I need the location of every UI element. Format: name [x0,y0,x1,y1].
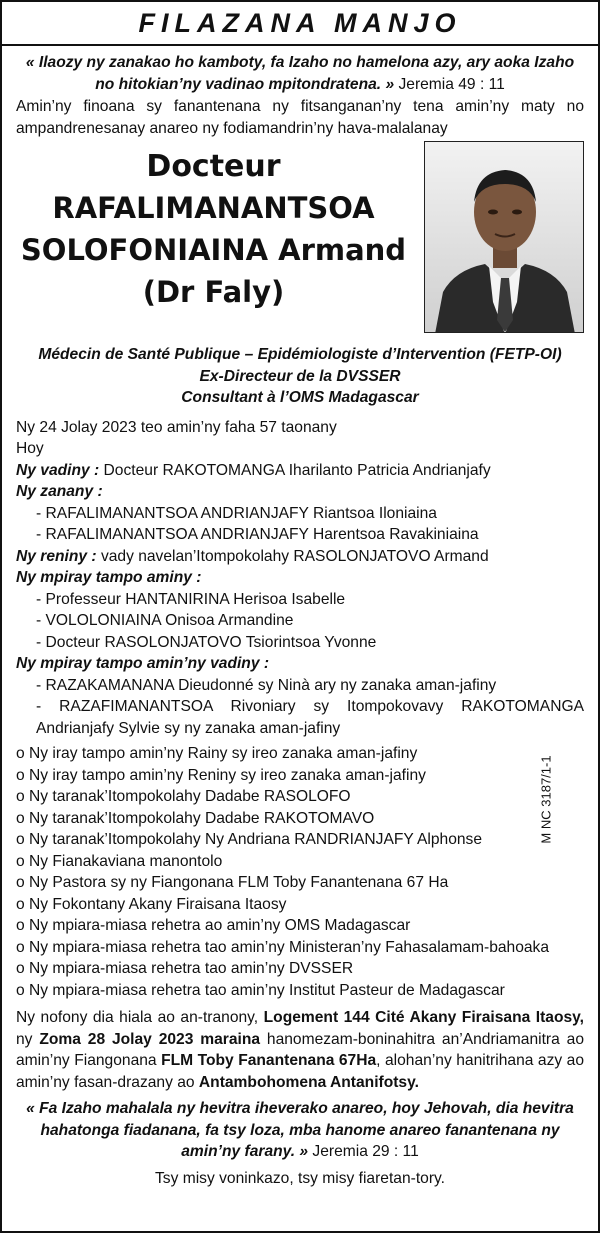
intro-text: Amin’ny finoana sy fanantenana ny fitsanganan’ny tena amin’ny maty no ampandrenesanay anareo ny fodiamandrin’ny hava-malalanay [16,98,584,137]
deceased-name [16,147,411,313]
position-line: Ex-Directeur de la DVSSER [199,367,401,385]
list-item: o Ny Fokontany Akany Firaisana Itaosy [16,895,287,913]
list-item: o Ny mpiara-miasa rehetra tao amin’ny Institut Pasteur de Madagascar [16,981,505,999]
deceased-name-block [16,143,584,341]
deceased-given-names: SOLOFONIAINA Armand [20,233,407,267]
list-item: - RAZAFIMANANTSOA Rivoniary sy Itompokovavy RAKOTOMANGA Andrianjafy Sylvie sy ny zanaka aman-jafiny [36,698,584,737]
page-title: FILAZANA MANJO [138,7,462,38]
closing-verse-reference: Jeremia 29 : 11 [312,1143,419,1160]
portrait-photo-icon [424,141,584,333]
deceased-positions [16,344,584,409]
list-item: - VOLOLONIAINA Onisoa Armandine [36,612,294,629]
closing-verse [16,1098,584,1163]
closing-text: hanomezam-boninahitra an’Andriamanitra ao amin’ny Fiangonana [16,1030,584,1069]
spouse-label: Ny vadiny : [16,461,100,479]
list-item: - Docteur RASOLONJATOVO Tsiorintsoa Yvonne [36,633,377,651]
closing-text: , alohan’ny hanitrihana azy ao amin’ny fasan-drazany ao [16,1052,584,1091]
list-item: - RAFALIMANANTSOA ANDRIANJAFY Riantsoa Iloniaina [36,504,437,522]
list-item: - Professeur HANTANIRINA Herisoa Isabelle [36,590,346,608]
list-item: o Ny iray tampo amin’ny Rainy sy ireo zanaka aman-jafiny [16,745,418,762]
inlaws-label: Ny mpiray tampo amin’ny vadiny : [16,655,270,672]
notice-body [16,52,584,1189]
reference-code: M NC 3187/1-1 [538,755,554,844]
closing-text: Ny nofony dia hiala ao an-tranony, [16,1009,259,1026]
closing-text: ny [16,1030,33,1048]
list-item: o Ny iray tampo amin’ny Reniny sy ireo zanaka aman-jafiny [16,766,426,784]
list-item: o Ny mpiara-miasa rehetra tao amin’ny DVSSER [16,960,354,977]
list-item: o Ny taranak’Itompokolahy Ny Andriana RANDRIANJAFY Alphonse [16,831,483,848]
spouse-name: Docteur RAKOTOMANGA Iharilanto Patricia Andrianjafy [103,461,491,479]
closing-church: FLM Toby Fanantenana 67Ha [161,1052,377,1069]
deceased-title: Docteur [146,149,281,184]
opening-verse [16,52,584,95]
family-section [16,417,584,740]
position-line: Médecin de Santé Publique – Epidémiologiste d’Intervention (FETP-OI) [38,346,562,363]
mother-label: Ny reniny : [16,547,97,565]
list-item: o Ny mpiara-miasa rehetra tao amin’ny Ministeran’ny Fahasalamam-bahoaka [16,938,550,956]
deceased-surname: RAFALIMANANTSOA [52,191,375,225]
spouse-line [16,460,584,482]
death-place: Hoy [16,440,44,457]
position-line: Consultant à l’OMS Madagascar [181,389,419,406]
list-item: o Ny taranak’Itompokolahy Dadabe RAKOTOMAVO [16,809,375,827]
opening-verse-reference: Jeremia 49 : 11 [398,75,505,93]
siblings-label: Ny mpiray tampo aminy : [16,569,202,586]
list-item: - RAFALIMANANTSOA ANDRIANJAFY Harentsoa Ravakiniaina [36,526,479,543]
death-date: Ny 24 Jolay 2023 teo amin’ny faha 57 taonany [16,418,337,436]
mother-name: vady navelan’Itompokolahy RASOLONJATOVO Armand [100,547,489,565]
mother-line [16,546,584,568]
closing-verse-quote: « Fa Izaho mahalala ny hevitra iheverako anareo, hoy Jehovah, dia hevitra hahatonga fiadanana, fa tsy loza, mba hanome anareo fanantenana ny amin’ny farany. » [26,1100,574,1160]
header-banner [2,2,598,46]
final-note: Tsy misy voninkazo, tsy misy fiaretan-tory. [155,1169,445,1187]
opening-verse-quote: « Ilaozy ny zanakao ho kamboty, fa Izaho no hamelona azy, ary aoka Izaho no hitokian’ny vadinao mpitondratena. » [25,54,575,93]
list-item: - RAZAKAMANANA Dieudonné sy Ninà ary ny zanaka aman-jafiny [36,676,497,694]
children-label: Ny zanany : [16,483,103,500]
list-item: o Ny Fianakaviana manontolo [16,852,223,870]
deceased-nickname: (Dr Faly) [142,275,285,309]
relatives-list [16,743,584,1001]
closing-address: Logement 144 Cité Akany Firaisana Itaosy, [263,1009,584,1026]
list-item: o Ny Pastora sy ny Fiangonana FLM Toby Fanantenana 67 Ha [16,874,449,891]
closing-date: Zoma 28 Jolay 2023 maraina [39,1030,261,1048]
list-item: o Ny taranak’Itompokolahy Dadabe RASOLOFO [16,788,351,805]
list-item: o Ny mpiara-miasa rehetra ao amin’ny OMS Madagascar [16,917,411,934]
closing-burial-place: Antambohomena Antanifotsy. [198,1073,419,1091]
funeral-details [16,1007,584,1093]
